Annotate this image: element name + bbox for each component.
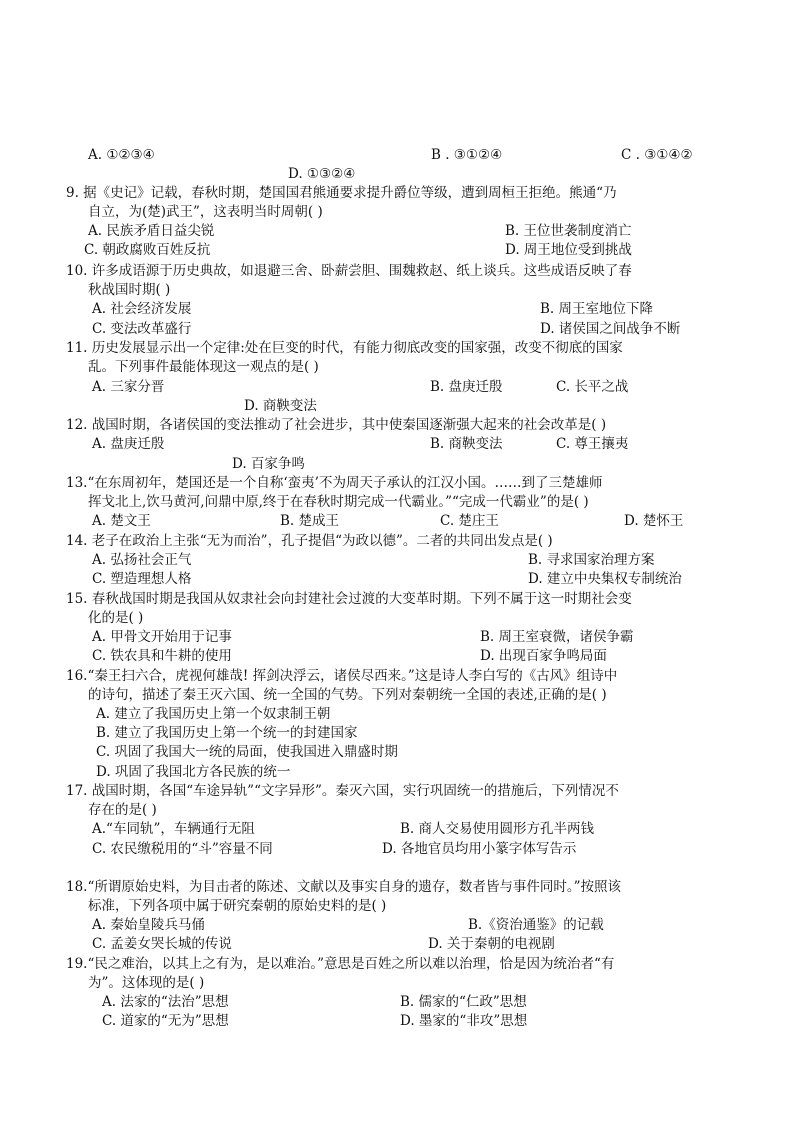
q14-option-c: C. 塑造理想人格 — [92, 571, 192, 587]
q12-stem-line1: 12. 战国时期，各诸侯国的变法推动了社会进步，其中使秦国逐渐强大起来的社会改革是( ) — [66, 417, 607, 433]
q17-stem-line2: 存在的是( ) — [88, 802, 157, 818]
q10-stem-line1: 10. 许多成语源于历史典故，如退避三舍、卧薪尝胆、围魏救赵、纸上谈兵。这些成语反映了春 — [66, 263, 632, 279]
q9-option-d: D. 周王地位受到挑战 — [505, 242, 632, 258]
q16-stem-line1: 16.“秦王扫六合，虎视何雄哉! 挥剑决浮云，诸侯尽西来。”这是诗人李白写的《古风》组诗中 — [66, 668, 618, 684]
q10-stem-line2: 秋战国时期( ) — [88, 282, 171, 298]
q12-option-a: A. 盘庚迁殷 — [92, 436, 165, 452]
q14-option-b: B. 寻求国家治理方案 — [528, 552, 655, 568]
q16-stem-line2: 的诗句，描述了秦王灭六国、统一全国的气势。下列对秦朝统一全国的表述,正确的是( ) — [88, 687, 607, 703]
q13-stem-line1: 13.“在东周初年，楚国还是一个自称‘蛮夷’不为周天子承认的江汉小国。……到了三楚雄师 — [66, 475, 603, 491]
q17-stem-line1: 17. 战国时期，各国“车途异轨”“文字异形”。秦灭六国，实行巩固统一的措施后，下列情况不 — [66, 783, 619, 799]
q9-stem-line1: 9. 据《史记》记载，春秋时期，楚国国君熊通要求提升爵位等级，遭到周桓王拒绝。熊通“乃 — [66, 185, 617, 201]
q11-option-b: B. 盘庚迁殷 — [430, 379, 503, 395]
q19-option-b: B. 儒家的“仁政”思想 — [400, 994, 527, 1010]
q18-option-c: C. 孟姜女哭长城的传说 — [92, 936, 232, 952]
q14-stem-line1: 14. 老子在政治上主张“无为而治”，孔子提倡“为政以德”。二者的共同出发点是( ) — [66, 533, 553, 549]
q11-option-d: D. 商鞅变法 — [244, 398, 317, 414]
q15-option-b: B. 周王室衰微，诸侯争霸 — [480, 629, 634, 645]
q11-option-c: C. 长平之战 — [556, 379, 629, 395]
q19-option-c: C. 道家的“无为”思想 — [102, 1013, 229, 1029]
q13-option-d: D. 楚怀王 — [624, 513, 684, 529]
q10-option-b: B. 周王室地位下降 — [540, 301, 654, 317]
q9-stem-line2: 自立，为(楚)武王”，这表明当时周朝( ) — [88, 204, 323, 220]
q8-option-a: A. ①②③④ — [88, 147, 155, 163]
q15-option-d: D. 出现百家争鸣局面 — [480, 648, 607, 664]
q14-option-a: A. 弘扬社会正气 — [92, 552, 192, 568]
q17-option-b: B. 商人交易使用圆形方孔半两钱 — [400, 821, 595, 837]
q13-option-b: B. 楚成王 — [280, 513, 340, 529]
q13-option-c: C. 楚庄王 — [440, 513, 499, 529]
q15-option-c: C. 铁农具和牛耕的使用 — [92, 648, 232, 664]
q9-option-c: C. 朝政腐败百姓反抗 — [84, 242, 211, 258]
q9-option-b: B. 王位世袭制度消亡 — [505, 223, 632, 239]
q17-option-d: D. 各地官员均用小篆字体写告示 — [382, 841, 577, 857]
q11-option-a: A. 三家分晋 — [92, 379, 165, 395]
q17-option-a: A.“车同轨”，车辆通行无阻 — [92, 821, 255, 837]
q9-option-a: A. 民族矛盾日益尖锐 — [88, 223, 215, 239]
q11-stem-line1: 11. 历史发展显示出一个定律:处在巨变的时代，有能力彻底改变的国家强，改变不彻底的国家 — [66, 340, 623, 356]
q13-stem-line2: 挥戈北上,饮马黄河,问鼎中原,终于在春秋时期完成一代霸业。”“完成一代霸业”的是( ) — [88, 494, 589, 510]
q17-option-c: C. 农民缴税用的“斗”容量不同 — [92, 841, 273, 857]
q13-option-a: A. 楚文王 — [92, 513, 151, 529]
q10-option-c: C. 变法改革盛行 — [92, 321, 192, 337]
q19-option-d: D. 墨家的“非攻”思想 — [400, 1013, 528, 1029]
q15-stem-line1: 15. 春秋战国时期是我国从奴隶社会向封建社会过渡的大变革时期。下列不属于这一时期社会变 — [66, 591, 632, 607]
q8-option-b: B . ③①②④ — [431, 147, 503, 163]
q16-option-b: B. 建立了我国历史上第一个统一的封建国家 — [96, 725, 358, 741]
q8-option-c: C . ③①④② — [621, 147, 693, 163]
q12-option-b: B. 商鞅变法 — [430, 436, 503, 452]
q16-option-c: C. 巩固了我国大一统的局面，使我国进入鼎盛时期 — [96, 744, 398, 760]
q18-option-b: B.《资治通鉴》的记载 — [468, 917, 604, 933]
q8-option-d: D. ①③②④ — [288, 166, 356, 182]
q18-stem-line2: 标准，下列各项中属于研究秦朝的原始史料的是( ) — [88, 898, 387, 914]
q11-stem-line2: 乱。下列事件最能体现这一观点的是( ) — [88, 359, 319, 375]
q12-option-c: C. 尊王攘夷 — [556, 436, 629, 452]
q15-stem-line2: 化的是( ) — [88, 610, 144, 626]
q19-stem-line2: 为”。这体现的是( ) — [88, 975, 205, 991]
q10-option-a: A. 社会经济发展 — [92, 301, 192, 317]
q10-option-d: D. 诸侯国之间战争不断 — [540, 321, 681, 337]
q19-option-a: A. 法家的“法治”思想 — [102, 994, 229, 1010]
q14-option-d: D. 建立中央集权专制统治 — [528, 571, 682, 587]
q16-option-d: D. 巩固了我国北方各民族的统一 — [96, 764, 291, 780]
q12-option-d: D. 百家争鸣 — [232, 456, 305, 472]
q18-option-a: A. 秦始皇陵兵马俑 — [92, 917, 205, 933]
q16-option-a: A. 建立了我国历史上第一个奴隶制王朝 — [96, 706, 331, 722]
q15-option-a: A. 甲骨文开始用于记事 — [92, 629, 232, 645]
q18-stem-line1: 18.“所谓原始史料，为目击者的陈述、文献以及事实自身的遗存，数者皆与事件同时。”按照该 — [66, 879, 622, 895]
q18-option-d: D. 关于秦朝的电视剧 — [428, 936, 555, 952]
q19-stem-line1: 19.“民之难治，以其上之有为，是以难治。”意思是百姓之所以难以治理，恰是因为统治者“有 — [66, 956, 615, 972]
